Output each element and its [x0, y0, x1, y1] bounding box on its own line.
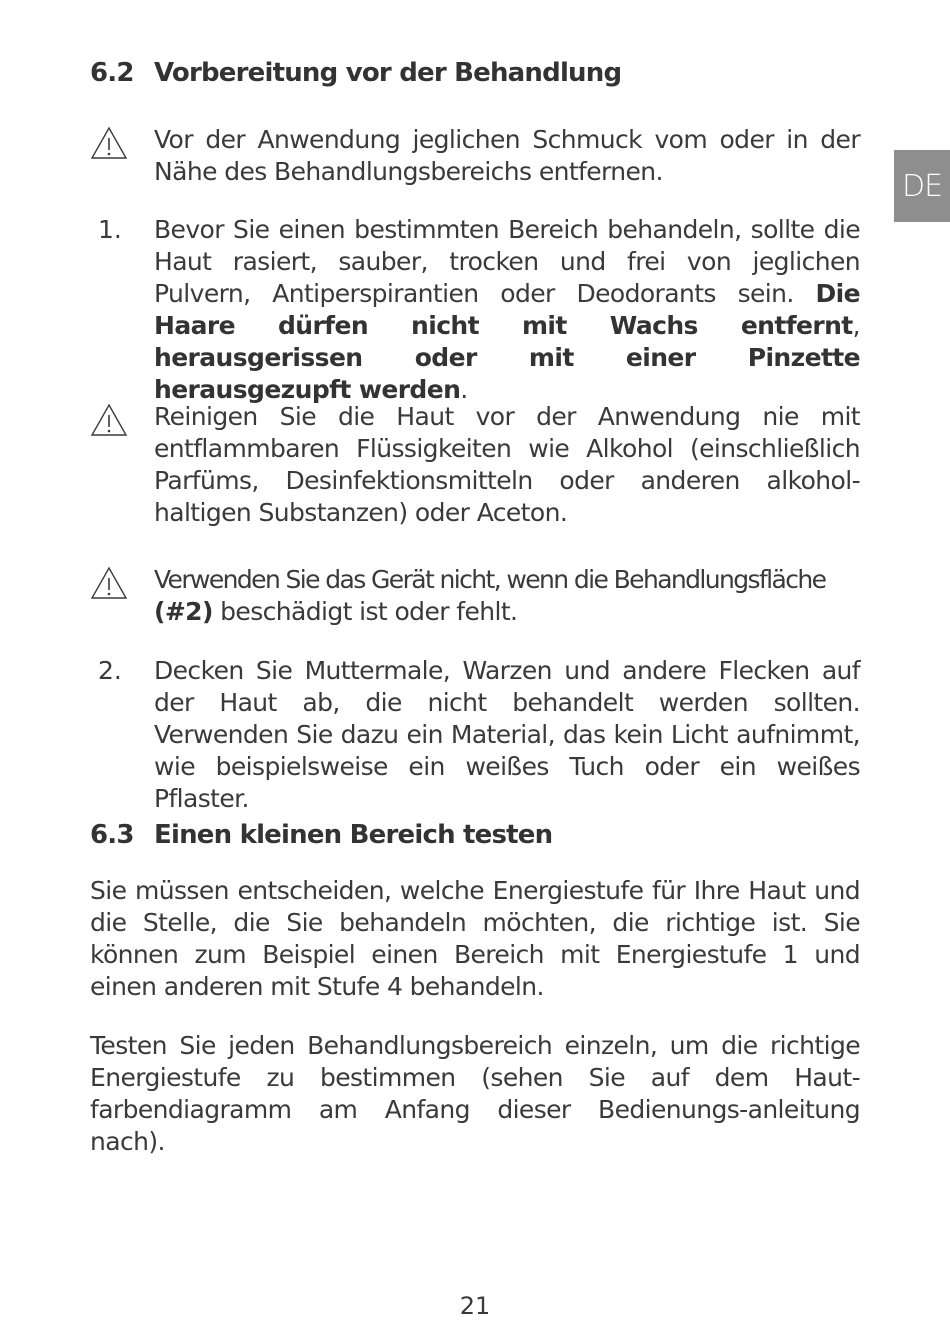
warning-text: Reinigen Sie die Haut vor der Anwendung nie mit entflammbaren Flüssigkeiten wie Alkohol (einschließlich Parfüms, Desinfektionsmitteln oder anderen alkohol-haltigen Substanzen) oder Aceton.: [154, 402, 860, 527]
language-tab: DE: [894, 150, 950, 222]
step-text-plain: Bevor Sie einen bestimmten Bereich behandeln, sollte die Haut rasiert, sauber, trocken und frei von jeglichen Pulvern, Antiperspirantien oder Deodorants sein.: [154, 215, 860, 308]
page-number: 21: [459, 1292, 491, 1320]
step-number: 1.: [98, 215, 122, 244]
warning-text: Vor der Anwendung jeglichen Schmuck vom oder in der Nähe des Behandlungsbereichs entfernen.: [154, 125, 860, 186]
section-title: Einen kleinen Bereich testen: [154, 820, 553, 850]
step-number: 2.: [98, 656, 122, 685]
step-text-bold-a: Die Haare dürfen nicht mit Wachs entfernt: [154, 279, 860, 340]
section-number: 6.3: [90, 820, 134, 850]
section-6-3-heading: [90, 820, 860, 850]
warning-text-plain: Verwenden Sie das Gerät nicht, wenn die Behandlungsfläche: [154, 565, 826, 594]
step-1: [90, 214, 860, 406]
section-title: Vorbereitung vor der Behandlung: [154, 58, 622, 88]
step-text: [154, 214, 860, 406]
step-text-end: .: [460, 375, 468, 404]
warning-damaged-surface: [90, 564, 860, 628]
warning-flammable: [90, 401, 860, 529]
paragraph-energy-level: Sie müssen entscheiden, welche Energiestufe für Ihre Haut und die Stelle, die Sie behandeln möchten, die richtige ist. Sie können zum Beispiel einen Bereich mit Energiestufe 1 und einen anderen mit Stufe 4 behandeln.: [90, 876, 860, 1001]
warning-text-end: beschädigt ist oder fehlt.: [212, 597, 518, 626]
warning-text: [154, 564, 860, 628]
paragraph-test-area: Testen Sie jeden Behandlungsbereich einzeln, um die richtige Energiestufe zu bestimmen (sehen Sie auf dem Haut-farbendiagramm am Anfang dieser Bedienungs-anleitung nach).: [90, 1031, 860, 1156]
step-text-comma: ,: [852, 311, 860, 340]
section-6-2-heading: [90, 58, 860, 88]
step-text-bold-b: herausgerissen oder mit einer Pinzette herausgezupft werden: [154, 343, 860, 404]
warning-jewelry: [90, 124, 860, 188]
section-number: 6.2: [90, 58, 134, 88]
step-text: Decken Sie Muttermale, Warzen und andere Flecken auf der Haut ab, die nicht behandelt werden sollten. Verwenden Sie dazu ein Material, das kein Licht aufnimmt, wie beispielsweise ein weißes Tuch oder ein weißes Pflaster.: [154, 656, 860, 813]
warning-triangle-icon: [90, 403, 128, 437]
warning-triangle-icon: [90, 126, 128, 160]
step-2: [90, 655, 860, 815]
warning-triangle-icon: [90, 566, 128, 600]
warning-text-bold: (#2): [154, 597, 213, 626]
